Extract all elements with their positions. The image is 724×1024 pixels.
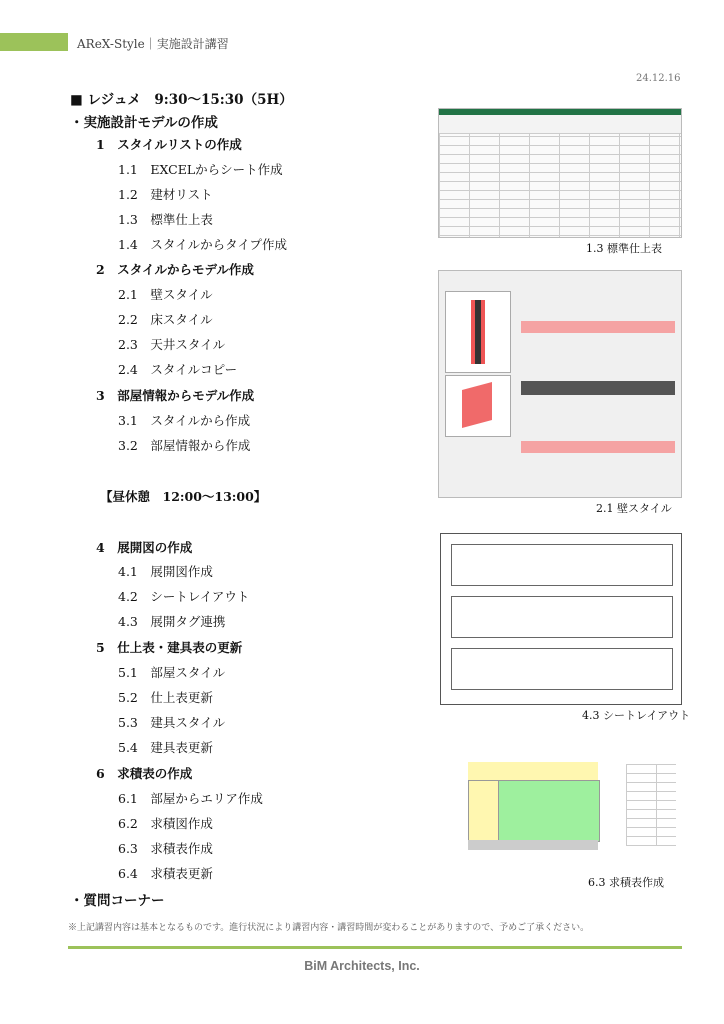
area-calculation-screenshot: [440, 742, 680, 868]
list-item: 1.3 標準仕上表: [118, 212, 213, 227]
section-heading: 3 部屋情報からモデル作成: [96, 388, 255, 403]
sheet-layout-screenshot: [440, 533, 682, 705]
list-item: 4.3 展開タグ連携: [118, 614, 226, 629]
header-title: AReX-Style｜実施設計講習: [77, 37, 229, 51]
footer-company: BiM Architects, Inc.: [304, 959, 420, 973]
list-item: 2.3 天井スタイル: [118, 337, 226, 352]
list-item: 6.3 求積表作成: [118, 841, 213, 856]
list-item: 3.1 スタイルから作成: [118, 413, 251, 428]
disclaimer-note: ※上記講習内容は基本となるものです。進行状況により講習内容・講習時間が変わることがありますので、予めご了承ください。: [68, 923, 590, 933]
list-item: 2.2 床スタイル: [118, 312, 213, 327]
section-heading: 1 スタイルリストの作成: [96, 137, 242, 152]
list-item: 6.1 部屋からエリア作成: [118, 791, 263, 806]
page-title: ■ レジュメ 9:30〜15:30（5H）: [70, 92, 293, 108]
section-heading: ・実施設計モデルの作成: [70, 115, 218, 131]
wall-style-dialog-screenshot: [438, 270, 682, 498]
list-item: 6.2 求積図作成: [118, 816, 213, 831]
footer-divider: [68, 946, 682, 949]
list-item: 4.2 シートレイアウト: [118, 589, 250, 604]
document-date: 24.12.16: [636, 73, 681, 84]
figure-caption: 1.3 標準仕上表: [586, 242, 662, 255]
section-heading: 6 求積表の作成: [96, 766, 193, 781]
list-item: 3.2 部屋情報から作成: [118, 438, 251, 453]
section-heading: ・質問コーナー: [70, 893, 165, 909]
list-item: 5.1 部屋スタイル: [118, 665, 226, 680]
list-item: 2.1 壁スタイル: [118, 287, 213, 302]
list-item: 1.1 EXCELからシート作成: [118, 162, 283, 177]
list-item: 5.4 建具表更新: [118, 740, 213, 755]
list-item: 1.4 スタイルからタイプ作成: [118, 237, 288, 252]
list-item: 5.3 建具スタイル: [118, 715, 226, 730]
figure-caption: 6.3 求積表作成: [588, 876, 664, 889]
list-item: 4.1 展開図作成: [118, 564, 213, 579]
lunch-break: 【昼休憩 12:00〜13:00】: [100, 489, 267, 504]
section-heading: 5 仕上表・建具表の更新: [96, 640, 243, 655]
excel-screenshot: [438, 108, 682, 238]
list-item: 6.4 求積表更新: [118, 866, 213, 881]
list-item: 1.2 建材リスト: [118, 187, 213, 202]
section-heading: 2 スタイルからモデル作成: [96, 262, 254, 277]
list-item: 2.4 スタイルコピー: [118, 362, 238, 377]
list-item: 5.2 仕上表更新: [118, 690, 213, 705]
section-heading: 4 展開図の作成: [96, 540, 193, 555]
figure-caption: 2.1 壁スタイル: [596, 502, 672, 515]
header-accent-bar: [0, 33, 68, 51]
figure-caption: 4.3 シートレイアウト: [582, 709, 691, 722]
